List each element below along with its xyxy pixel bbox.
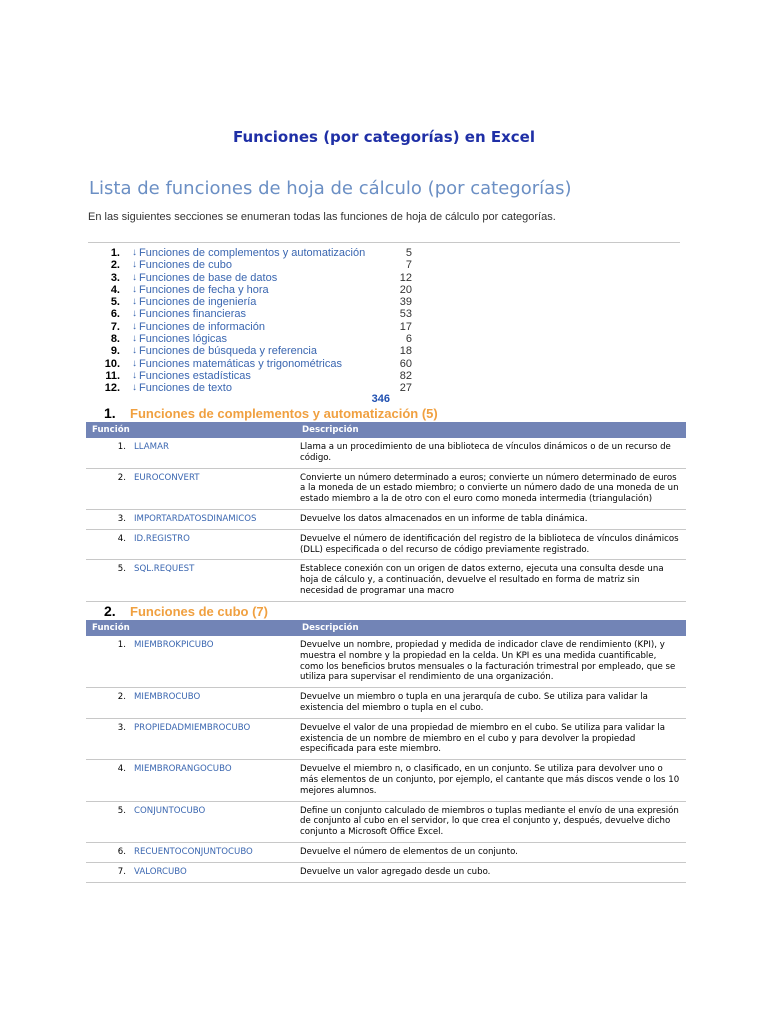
toc-item-number: 12. xyxy=(104,382,120,395)
document-title: Funciones (por categorías) en Excel xyxy=(233,128,535,146)
main-heading: Lista de funciones de hoja de cálculo (por categorías) xyxy=(89,178,572,199)
arrow-down-icon: ↓ xyxy=(132,247,137,258)
arrow-down-icon: ↓ xyxy=(132,296,137,308)
toc-item-count: 6 xyxy=(405,333,412,346)
toc-item-link[interactable]: Funciones financieras xyxy=(139,308,247,321)
toc-item-number: 8. xyxy=(110,333,120,346)
arrow-down-icon: ↓ xyxy=(132,333,137,345)
table-row xyxy=(86,529,686,560)
row-number: 4. xyxy=(117,533,126,544)
function-description: Devuelve los datos almacenados en un informe de tabla dinámica. xyxy=(300,513,588,524)
table-row xyxy=(86,862,686,882)
function-description: Convierte un número determinado a euros; convierte un número determinado de euros a la moneda de un estado miembro; o convierte un número dado de una moneda de un estado miembro a la de otro con el euro como moneda intermedia (triangulación) xyxy=(300,472,679,505)
function-description: Devuelve un valor agregado desde un cubo. xyxy=(300,866,491,877)
toc-item[interactable] xyxy=(88,247,428,259)
function-link[interactable]: MIEMBROKPICUBO xyxy=(134,640,214,650)
toc-item-link[interactable]: Funciones de búsqueda y referencia xyxy=(139,345,317,358)
arrow-down-icon: ↓ xyxy=(132,283,137,295)
table-header-row xyxy=(86,422,686,438)
function-link[interactable]: CONJUNTOCUBO xyxy=(134,805,206,816)
toc-item-number: 6. xyxy=(110,308,120,321)
arrow-down-icon: ↓ xyxy=(132,382,137,394)
toc-item-link[interactable]: Funciones matemáticas y trigonométricas xyxy=(139,357,342,370)
arrow-down-icon: ↓ xyxy=(132,308,137,320)
table-row xyxy=(86,718,686,759)
toc-item-link[interactable]: Funciones lógicas xyxy=(139,333,228,346)
row-number: 2. xyxy=(117,692,126,703)
toc-divider xyxy=(88,242,680,243)
function-description: Devuelve un nombre, propiedad y medida de indicador clave de rendimiento (KPI), y muestra el nombre y la propiedad en la celda. Un KPI es una medida cuantificable, como los beneficios brutos mensuales o la facturación trimestral por empleado, que se utiliza para supervisar el rendimiento de una organización. xyxy=(300,640,676,683)
toc-item-count: 18 xyxy=(399,345,412,358)
toc-item[interactable] xyxy=(88,333,428,345)
toc-item-count: 12 xyxy=(399,271,412,284)
row-number: 4. xyxy=(117,764,126,775)
function-link[interactable]: IMPORTARDATOSDINAMICOS xyxy=(134,513,257,524)
function-description: Llama a un procedimiento de una biblioteca de vínculos dinámicos o de un recurso de código. xyxy=(300,442,671,463)
function-description: Establece conexión con un origen de datos externo, ejecuta una consulta desde una hoja de cálculo y, a continuación, devuelve el resultado en forma de matriz sin necesidad de programar una macro xyxy=(300,564,664,596)
arrow-down-icon: ↓ xyxy=(132,259,137,271)
functions-table-cubo xyxy=(86,620,686,883)
arrow-down-icon: ↓ xyxy=(132,320,137,332)
toc-item-number: 2. xyxy=(110,259,120,272)
section-heading-complementos xyxy=(104,405,438,423)
function-link[interactable]: PROPIEDADMIEMBROCUBO xyxy=(134,722,251,733)
toc-item-number: 10. xyxy=(104,357,120,370)
row-number: 5. xyxy=(117,805,126,816)
column-header-description: Descripción xyxy=(296,422,686,438)
table-row xyxy=(86,842,686,862)
toc-item[interactable] xyxy=(88,345,428,357)
toc-item-number: 7. xyxy=(110,320,120,333)
function-link[interactable]: MIEMBROCUBO xyxy=(134,692,201,703)
toc-item-count: 17 xyxy=(399,320,412,333)
arrow-down-icon: ↓ xyxy=(132,271,137,283)
table-row xyxy=(86,468,686,509)
table-row xyxy=(86,760,686,801)
function-link[interactable]: LLAMAR xyxy=(134,442,169,452)
intro-text: En las siguientes secciones se enumeran todas las funciones de hoja de cálculo por categorías. xyxy=(88,211,556,223)
toc-item-count: 7 xyxy=(405,259,412,272)
toc-item-count: 82 xyxy=(399,369,412,382)
toc-item-link[interactable]: Funciones estadísticas xyxy=(139,369,251,382)
arrow-down-icon: ↓ xyxy=(132,357,137,369)
section-number: 2. xyxy=(104,603,116,619)
row-number: 5. xyxy=(117,564,126,575)
functions-table-complementos xyxy=(86,422,686,602)
section-heading-cubo xyxy=(104,603,268,621)
toc-item-count: 60 xyxy=(399,357,412,370)
toc-item[interactable] xyxy=(88,370,428,382)
toc-item-link[interactable]: Funciones de cubo xyxy=(139,259,232,272)
function-link[interactable]: VALORCUBO xyxy=(134,866,187,877)
row-number: 6. xyxy=(117,846,126,857)
section-number: 1. xyxy=(104,405,116,421)
table-row xyxy=(86,636,686,688)
table-row xyxy=(86,560,686,601)
toc-item-count: 27 xyxy=(399,382,412,395)
toc-item-link[interactable]: Funciones de complementos y automatización xyxy=(139,247,366,259)
toc-item-count: 39 xyxy=(399,296,412,309)
toc-item-number: 1. xyxy=(110,247,120,259)
function-description: Devuelve un miembro o tupla en una jerarquía de cubo. Se utiliza para validar la existencia del miembro o tupla en el cubo. xyxy=(300,692,648,713)
toc-item-link[interactable]: Funciones de información xyxy=(139,320,265,333)
toc-item-link[interactable]: Funciones de ingeniería xyxy=(139,296,257,309)
toc-item-link[interactable]: Funciones de fecha y hora xyxy=(139,283,269,296)
function-link[interactable]: RECUENTOCONJUNTOCUBO xyxy=(134,846,253,857)
toc-item-number: 5. xyxy=(110,296,120,309)
table-row xyxy=(86,688,686,719)
row-number: 3. xyxy=(117,513,126,524)
toc-item-number: 9. xyxy=(110,345,120,358)
table-row xyxy=(86,801,686,842)
row-number: 7. xyxy=(117,866,126,877)
toc-item[interactable] xyxy=(88,259,428,271)
row-number: 3. xyxy=(117,722,126,733)
toc-item[interactable] xyxy=(88,296,428,308)
toc-item-number: 11. xyxy=(105,369,120,382)
function-description: Devuelve el número de identificación del registro de la biblioteca de vínculos dinámicos (DLL) especificada o del recurso de código previamente registrado. xyxy=(300,533,679,555)
toc-item[interactable] xyxy=(88,272,428,284)
function-link[interactable]: SQL.REQUEST xyxy=(134,564,195,575)
function-description: Devuelve el miembro n, o clasificado, en un conjunto. Se utiliza para devolver uno o más elementos de un conjunto, por ejemplo, el cantante que más discos vende o los 10 mejores alumnos. xyxy=(300,764,680,796)
toc-item-number: 3. xyxy=(110,271,120,284)
toc-item[interactable] xyxy=(88,321,428,333)
toc-item-count: 53 xyxy=(399,308,412,321)
column-header-function: Función xyxy=(86,620,296,636)
function-description: Define un conjunto calculado de miembros o tuplas mediante el envío de una expresión de conjunto al cubo en el servidor, lo que crea el conjunto y, después, devuelve dicho conjunto a Microsoft Office Excel. xyxy=(300,805,679,838)
toc-item-count: 20 xyxy=(399,283,412,296)
toc-item[interactable] xyxy=(88,284,428,296)
toc-item-count: 5 xyxy=(405,247,412,259)
section-title: Funciones de cubo (7) xyxy=(130,604,268,619)
arrow-down-icon: ↓ xyxy=(132,369,137,381)
toc-item-link[interactable]: Funciones de texto xyxy=(139,382,232,395)
row-number: 2. xyxy=(117,472,126,483)
toc-total: 346 xyxy=(371,393,390,405)
column-header-function: Función xyxy=(86,422,296,438)
toc-item-number: 4. xyxy=(110,283,120,296)
function-description: Devuelve el número de elementos de un conjunto. xyxy=(300,846,518,857)
table-header-row xyxy=(86,620,686,636)
arrow-down-icon: ↓ xyxy=(132,345,137,357)
function-link[interactable]: ID.REGISTRO xyxy=(134,533,190,544)
table-row xyxy=(86,438,686,468)
section-title: Funciones de complementos y automatización (5) xyxy=(130,406,438,421)
table-row xyxy=(86,509,686,529)
function-description: Devuelve el valor de una propiedad de miembro en el cubo. Se utiliza para validar la existencia de un nombre de miembro en el cubo y para devolver la propiedad especificada para este miembro. xyxy=(300,722,666,755)
column-header-description: Descripción xyxy=(296,620,686,636)
toc-item[interactable] xyxy=(88,308,428,320)
row-number: 1. xyxy=(117,442,126,452)
function-link[interactable]: EUROCONVERT xyxy=(134,472,200,483)
toc-item-link[interactable]: Funciones de base de datos xyxy=(139,271,278,284)
function-link[interactable]: MIEMBRORANGOCUBO xyxy=(134,764,232,775)
toc-item[interactable] xyxy=(88,358,428,370)
row-number: 1. xyxy=(117,640,126,650)
table-of-contents xyxy=(88,247,428,395)
